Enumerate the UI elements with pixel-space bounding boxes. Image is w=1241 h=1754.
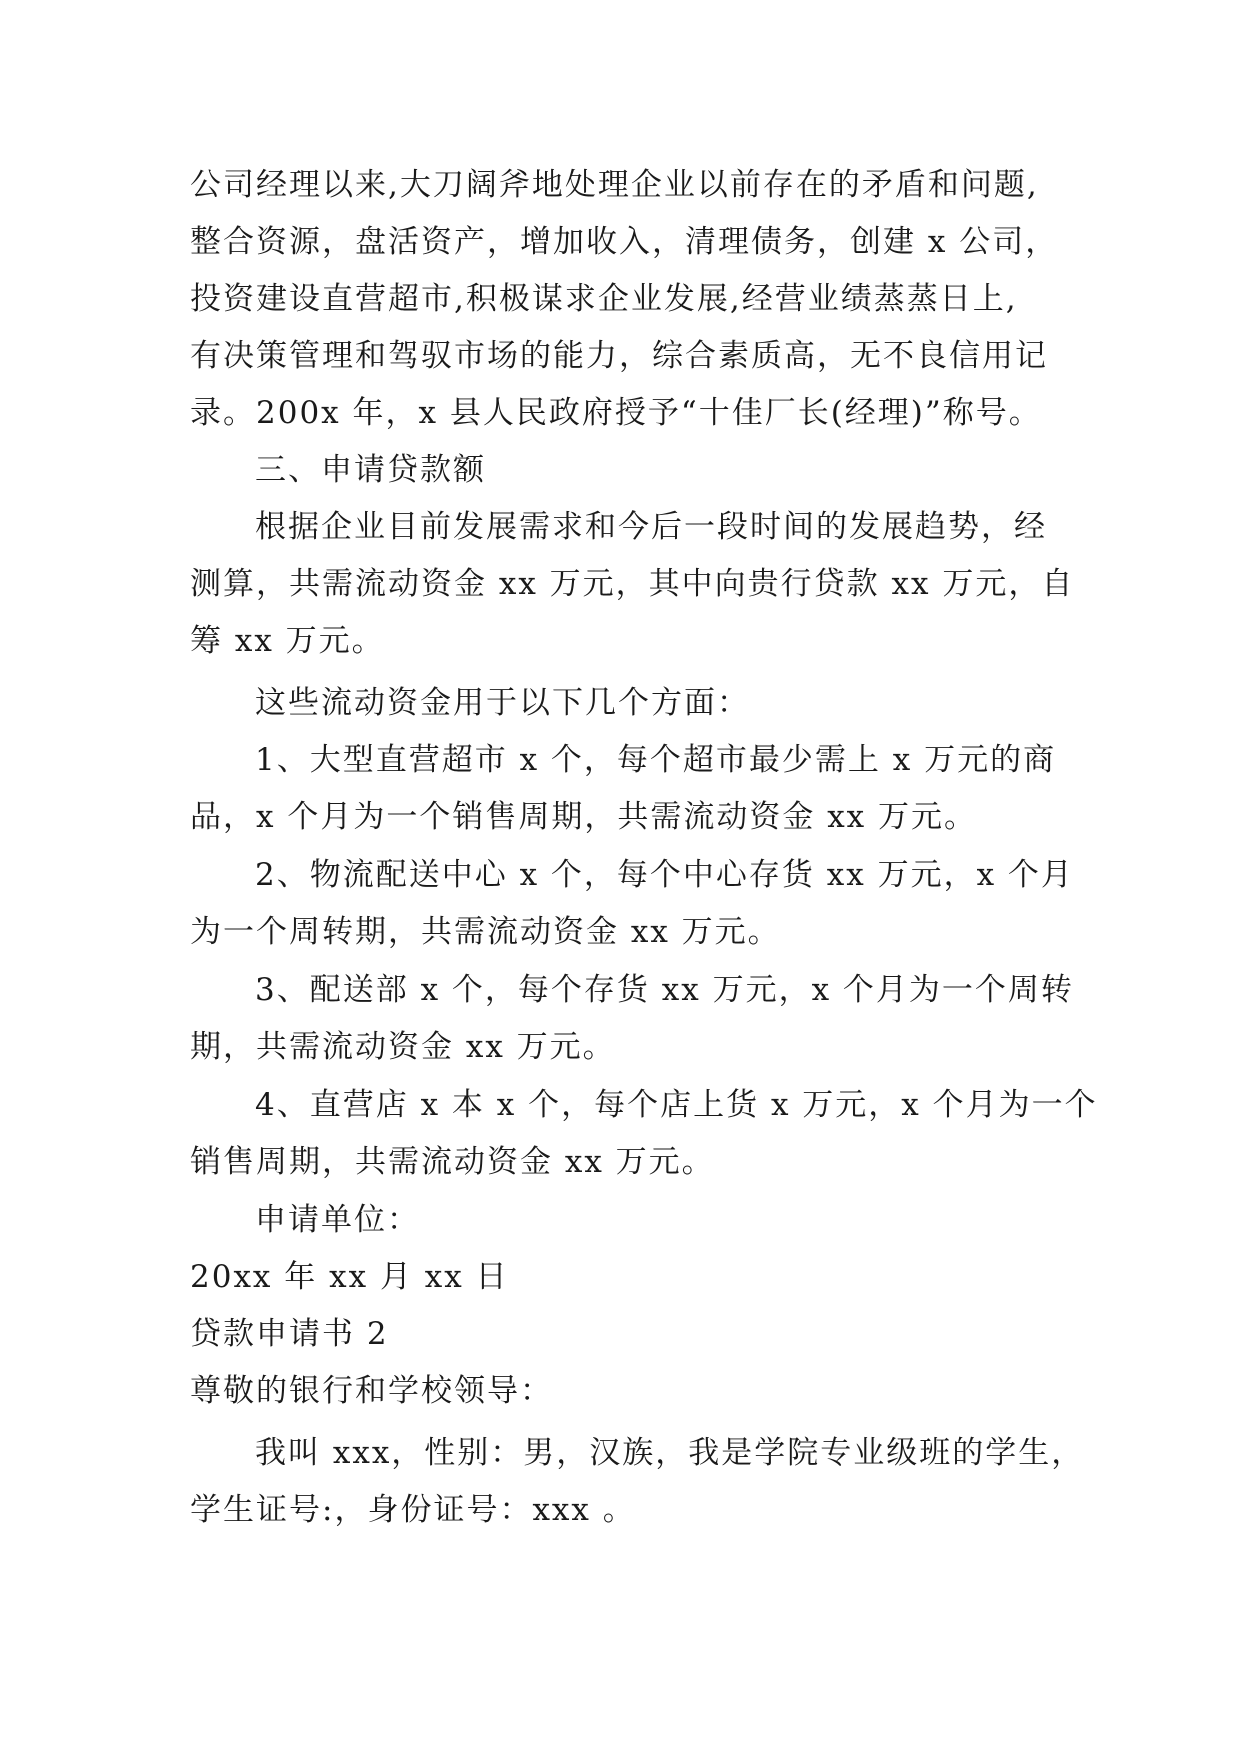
body-line: 投资建设直营超市,积极谋求企业发展,经营业绩蒸蒸日上, <box>190 281 1018 317</box>
body-line: 测算，共需流动资金 xx 万元，其中向贵行贷款 xx 万元，自 <box>190 566 1075 602</box>
body-line: 这些流动资金用于以下几个方面： <box>255 685 750 721</box>
salutation: 尊敬的银行和学校领导： <box>190 1373 553 1409</box>
section-heading: 三、申请贷款额 <box>255 452 486 488</box>
list-item-4: 4、直营店 x 本 x 个，每个店上货 x 万元，x 个月为一个 <box>255 1087 1098 1123</box>
document-title: 贷款申请书 2 <box>190 1316 389 1352</box>
body-line: 筹 xx 万元。 <box>190 623 385 659</box>
list-item-2: 2、物流配送中心 x 个，每个中心存货 xx 万元，x 个月 <box>255 857 1074 893</box>
list-item-1: 1、大型直营超市 x 个，每个超市最少需上 x 万元的商 <box>255 742 1057 778</box>
body-line: 品，x 个月为一个销售周期，共需流动资金 xx 万元。 <box>190 799 978 835</box>
body-line: 有决策管理和驾驭市场的能力，综合素质高，无不良信用记 <box>190 338 1048 374</box>
body-line: 为一个周转期，共需流动资金 xx 万元。 <box>190 914 781 950</box>
body-line: 根据企业目前发展需求和今后一段时间的发展趋势，经 <box>255 509 1047 545</box>
body-line: 我叫 xxx，性别：男，汉族，我是学院专业级班的学生， <box>255 1435 1085 1471</box>
body-line: 整合资源，盘活资产，增加收入，清理债务，创建 x 公司， <box>190 224 1059 260</box>
body-line: 录。200x 年，x 县人民政府授予“十佳厂长(经理)”称号。 <box>190 395 1042 431</box>
applicant-label: 申请单位： <box>255 1202 420 1238</box>
body-line: 公司经理以来,大刀阔斧地处理企业以前存在的矛盾和问题, <box>190 167 1039 203</box>
body-line: 期，共需流动资金 xx 万元。 <box>190 1029 616 1065</box>
list-item-3: 3、配送部 x 个，每个存货 xx 万元，x 个月为一个周转 <box>255 972 1074 1008</box>
date-line: 20xx 年 xx 月 xx 日 <box>190 1259 509 1295</box>
body-line: 学生证号:，身份证号：xxx 。 <box>190 1492 636 1528</box>
body-line: 销售周期，共需流动资金 xx 万元。 <box>190 1144 715 1180</box>
